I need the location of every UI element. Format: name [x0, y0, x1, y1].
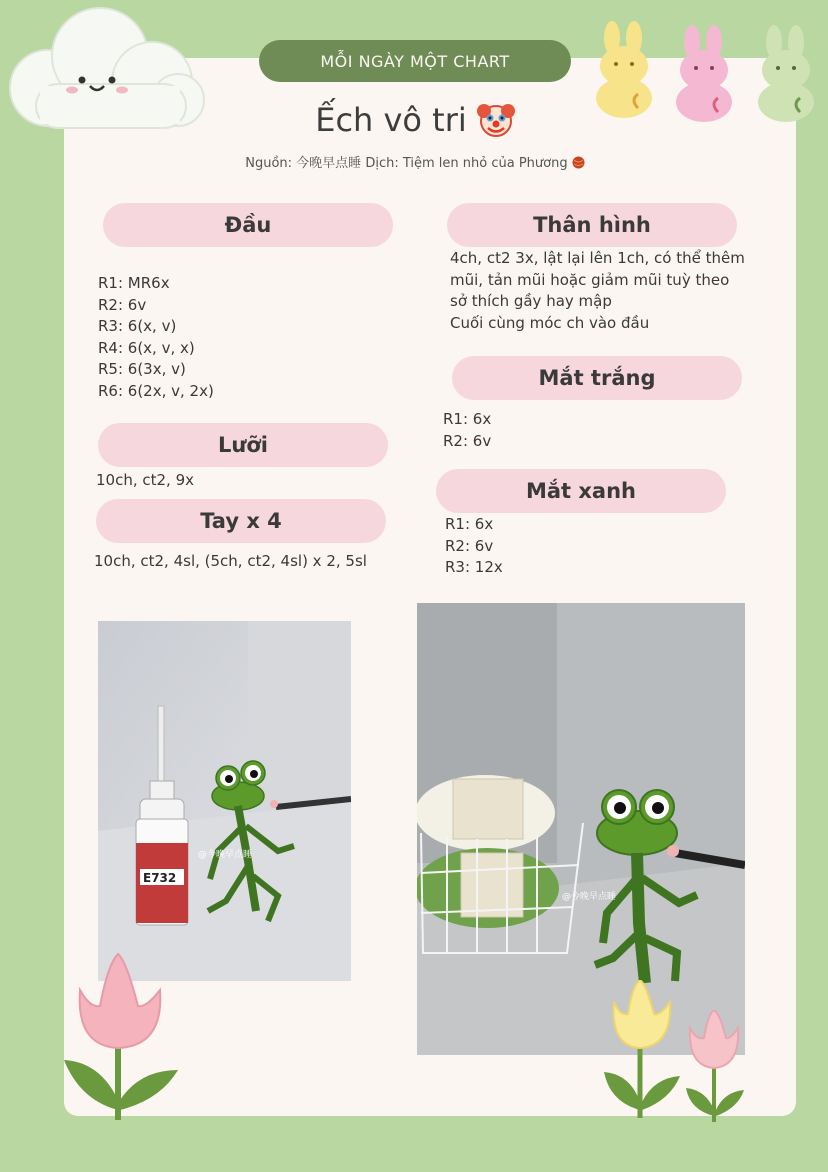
smiling-cloud-icon: [0, 4, 210, 140]
dau-row: R3: 6(x, v): [98, 317, 177, 335]
than-hinh-text: [450, 248, 750, 334]
dau-row: R4: 6(x, v, x): [98, 338, 195, 357]
green-bunny-icon: [752, 24, 822, 122]
clown-face-icon: [477, 101, 515, 139]
watermark-left: @今晚早点睡: [198, 850, 253, 860]
source-text: Nguồn: 今晚早点睡 Dịch: Tiệm len nhỏ của Phương: [245, 156, 568, 171]
yarn-ball-icon: [572, 156, 585, 169]
source-credit: [150, 152, 680, 171]
than-hinh-line: 4ch, ct2 3x, lật lại lên 1ch, có thể thêm: [450, 249, 745, 267]
mat-trang-row: R2: 6v: [443, 431, 492, 450]
mat-xanh-rows: [445, 514, 645, 579]
luoi-text: 10ch, ct2, 9x: [96, 471, 195, 489]
page-title: Ếch vô tri: [315, 101, 467, 139]
dau-row: R5: 6(3x, v): [98, 360, 186, 378]
mat-trang-rows: [443, 409, 643, 452]
chart-series-banner: MỖI NGÀY MỘT CHART: [259, 40, 571, 82]
pink-bunny-icon: [670, 24, 740, 122]
than-hinh-line: Cuối cùng móc ch vào đầu: [450, 313, 650, 332]
watermark-right: @今晚早点睡: [562, 892, 617, 902]
than-hinh-line: mũi, tản mũi hoặc giảm mũi tuỳ theo: [450, 270, 730, 289]
section-heading-luoi: Lưỡi: [98, 423, 388, 467]
yellow-bunny-icon: [590, 20, 660, 118]
frog-photo-left: [98, 621, 351, 981]
dau-rows: [98, 273, 398, 402]
mat-xanh-row: R1: 6x: [445, 515, 494, 533]
mat-xanh-row: R3: 12x: [445, 558, 503, 576]
page-title-row: [230, 96, 600, 144]
section-heading-mat-xanh: Mắt xanh: [436, 469, 726, 513]
dau-row: R1: MR6x: [98, 274, 170, 292]
mat-xanh-row: R2: 6v: [445, 536, 494, 555]
light-pink-tulip-icon: [682, 1010, 752, 1128]
frog-photo-right: [417, 603, 745, 1055]
pink-tulip-icon: [60, 950, 190, 1130]
dau-row: R2: 6v: [98, 295, 147, 314]
dau-row: R6: 6(2x, v, 2x): [98, 381, 214, 400]
mat-trang-row: R1: 6x: [443, 410, 492, 428]
section-heading-than-hinh: Thân hình: [447, 203, 737, 247]
section-heading-tay: Tay x 4: [96, 499, 386, 543]
yellow-tulip-icon: [600, 980, 690, 1126]
than-hinh-line: sở thích gầy hay mập: [450, 292, 612, 310]
section-heading-dau: Đầu: [103, 203, 393, 247]
section-heading-mat-trang: Mắt trắng: [452, 356, 742, 400]
tay-text: 10ch, ct2, 4sl, (5ch, ct2, 4sl) x 2, 5sl: [94, 552, 367, 570]
glue-label: E732: [143, 871, 177, 885]
